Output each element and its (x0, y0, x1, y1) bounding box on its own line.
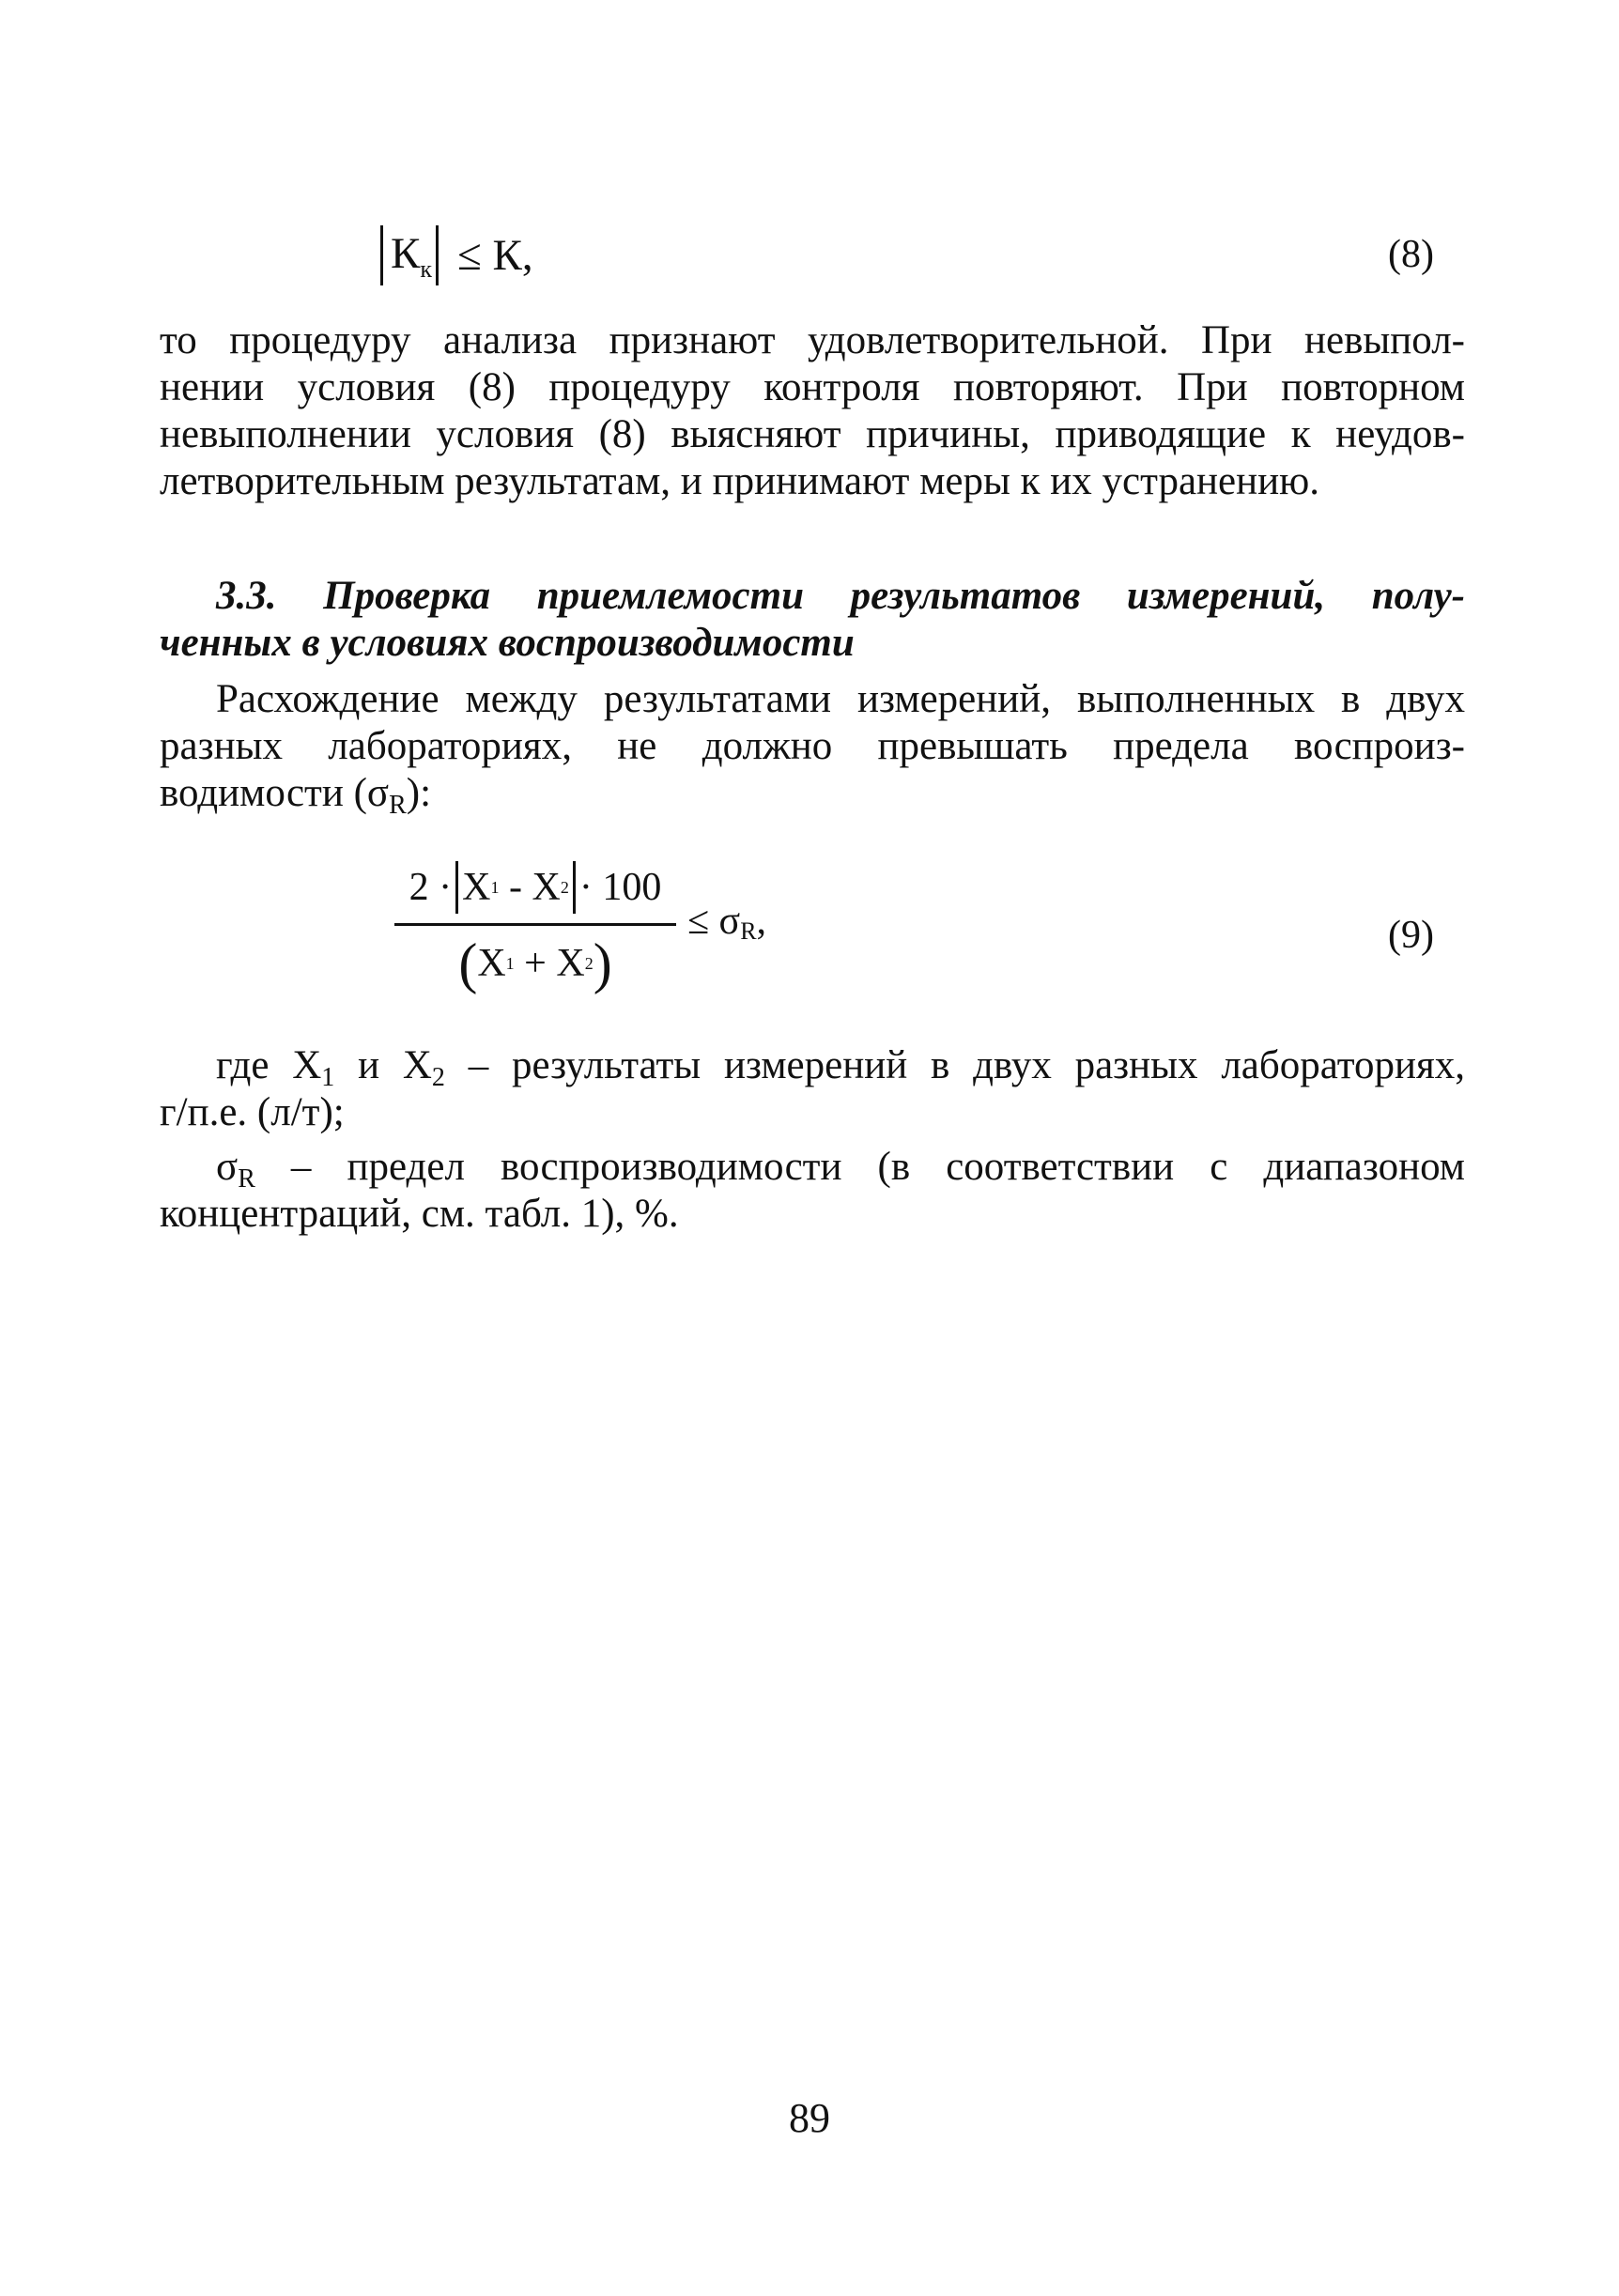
formula-9-numerator (394, 859, 676, 916)
where-clause-2-line-1 (160, 1144, 1465, 1194)
text: и X (334, 1043, 432, 1087)
subscript: R (389, 791, 407, 820)
abs-bar-right (436, 225, 439, 285)
section-heading (160, 573, 1465, 667)
text: ): (406, 771, 432, 815)
right-paren: ) (593, 932, 612, 994)
paragraph-2-line-2: разных лабораториях, не должно превышать предела воспроиз- (160, 724, 1465, 768)
formula-8-rhs: ≤ К, (457, 231, 533, 280)
formula-9-rhs (687, 899, 766, 946)
abs-bar-right (573, 861, 576, 914)
paragraph-1-line: невыполнении условия (8) выясняют причины, приводящие к неудов- (160, 412, 1465, 456)
paragraph-1 (160, 317, 1465, 505)
paragraph-2-line-1: Расхождение между результатами измерений, выполненных в двух (216, 677, 1465, 721)
x-letter: X (462, 866, 491, 909)
formula-9-denominator (394, 932, 676, 994)
k-letter: К (391, 228, 421, 278)
text: где X (216, 1043, 322, 1087)
x-letter: X (556, 942, 585, 985)
subscript: R (238, 1164, 255, 1194)
paragraph-2-line-3 (160, 770, 1465, 820)
left-paren: ( (458, 932, 478, 994)
equation-number-9: (9) (1388, 914, 1434, 957)
section-heading-line-2: ченных в условиях воспроизводимости (160, 621, 855, 665)
where-clause-2 (160, 1144, 1465, 1238)
minus: - (499, 866, 532, 909)
where-clause-2-line-2: концентраций, см. табл. 1), %. (160, 1192, 679, 1236)
text: водимости (σ (160, 771, 390, 815)
paragraph-1-line: то процедуру анализа признают удовлетворительной. При невыпол- (160, 318, 1465, 362)
where-clause-1-line-2: г/п.е. (л/т); (160, 1090, 345, 1134)
subscript: 1 (321, 1063, 335, 1092)
k-subscript: к (420, 254, 432, 283)
subscript: 2 (584, 953, 594, 973)
subscript: 1 (490, 877, 500, 897)
subscript: 2 (431, 1063, 445, 1092)
where-clause-1-line-1 (160, 1042, 1465, 1092)
text: – предел воспроизводимости (в соответствии с диапазоном (254, 1145, 1465, 1189)
coefficient: 2 · (409, 866, 453, 909)
plus: + (514, 942, 557, 985)
x-letter: X (532, 866, 561, 909)
x-letter: X (477, 942, 506, 985)
where-clause-1 (160, 1042, 1465, 1136)
times-100: · 100 (578, 866, 662, 909)
abs-bar-left (380, 225, 383, 285)
subscript: R (740, 917, 757, 945)
leq-sigma: ≤ σ (687, 900, 741, 943)
equation-number-8: (8) (1388, 233, 1434, 276)
paragraph-1-line: нении условия (8) процедуру контроля повторяют. При повторном (160, 365, 1465, 409)
sigma: σ (216, 1145, 239, 1189)
subscript: 2 (560, 877, 569, 897)
subscript: 1 (505, 953, 515, 973)
formula-9 (394, 859, 826, 1000)
abs-bar-left (455, 861, 458, 914)
page-number: 89 (789, 2095, 830, 2141)
paragraph-2 (160, 676, 1465, 820)
k-k-term (391, 228, 432, 284)
paragraph-1-line: летворительным результатам, и принимают меры к их устранению. (160, 459, 1320, 503)
section-heading-line-1: 3.3. Проверка приемлемости результатов измерений, полу- (216, 574, 1465, 618)
text: – результаты измерений в двух разных лабораториях, (444, 1043, 1465, 1087)
formula-8 (380, 222, 533, 289)
fraction-line (394, 923, 676, 926)
comma: , (756, 900, 767, 943)
